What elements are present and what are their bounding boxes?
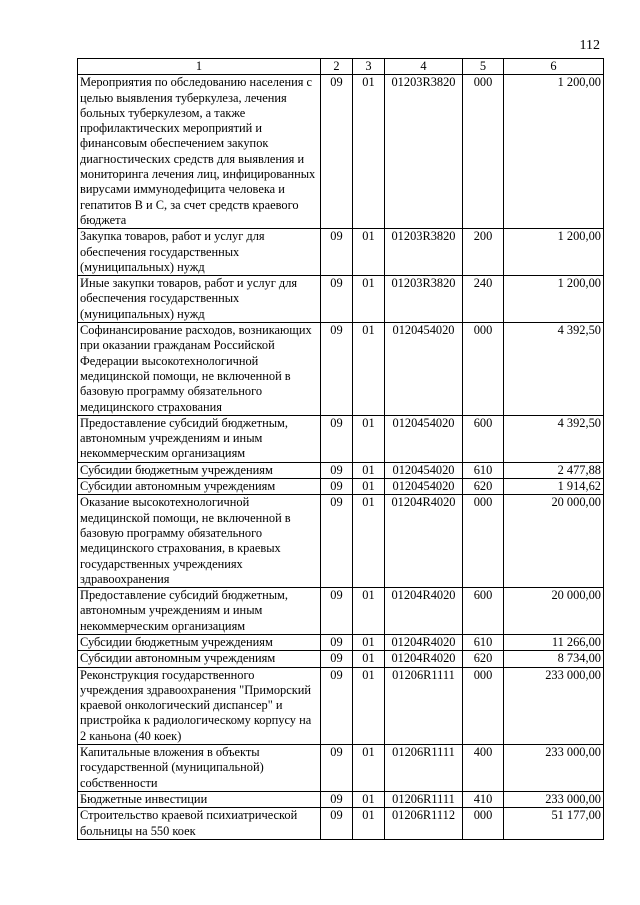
cell-section: 09 — [321, 745, 353, 792]
cell-expense-type: 000 — [463, 808, 504, 840]
table-row — [78, 667, 604, 744]
cell-name: Строительство краевой психиатрической больницы на 550 коек — [78, 808, 321, 840]
cell-target-article: 01206R1111 — [385, 745, 463, 792]
cell-amount: 1 200,00 — [504, 75, 604, 229]
cell-expense-type: 600 — [463, 415, 504, 462]
cell-amount: 1 200,00 — [504, 276, 604, 323]
table-row — [78, 745, 604, 792]
cell-expense-type: 610 — [463, 462, 504, 478]
cell-subsection: 01 — [353, 415, 385, 462]
cell-amount: 20 000,00 — [504, 588, 604, 635]
cell-name: Мероприятия по обследованию населения с целью выявления туберкулеза, лечения больных туберкулезом, а также профилактических мероприятий и финансовым обеспечением закупок диагностических средств для выявления и мониторинга лечения лиц, инфицированных вирусами иммунодефицита человека и гепатитов В и С, за счет средств краевого бюджета — [78, 75, 321, 229]
cell-expense-type: 600 — [463, 588, 504, 635]
cell-expense-type: 200 — [463, 229, 504, 276]
table-row — [78, 229, 604, 276]
column-header-5: 5 — [463, 59, 504, 75]
cell-name: Оказание высокотехнологичной медицинской помощи, не включенной в базовую программу обязательного медицинского страхования, в краевых государственных учреждениях здравоохранения — [78, 495, 321, 588]
cell-target-article: 01204R4020 — [385, 495, 463, 588]
column-header-3: 3 — [353, 59, 385, 75]
cell-expense-type: 000 — [463, 323, 504, 416]
cell-name: Капитальные вложения в объекты государственной (муниципальной) собственности — [78, 745, 321, 792]
cell-section: 09 — [321, 75, 353, 229]
cell-amount: 1 914,62 — [504, 479, 604, 495]
table-row — [78, 651, 604, 667]
cell-name: Предоставление субсидий бюджетным, автономным учреждениям и иным некоммерческим организациям — [78, 415, 321, 462]
cell-amount: 2 477,88 — [504, 462, 604, 478]
cell-target-article: 01203R3820 — [385, 75, 463, 229]
column-header-1: 1 — [78, 59, 321, 75]
cell-name: Закупка товаров, работ и услуг для обеспечения государственных (муниципальных) нужд — [78, 229, 321, 276]
column-header-4: 4 — [385, 59, 463, 75]
cell-expense-type: 610 — [463, 634, 504, 650]
cell-expense-type: 000 — [463, 495, 504, 588]
cell-section: 09 — [321, 791, 353, 807]
column-header-2: 2 — [321, 59, 353, 75]
cell-subsection: 01 — [353, 651, 385, 667]
cell-name: Субсидии автономным учреждениям — [78, 651, 321, 667]
cell-target-article: 0120454020 — [385, 479, 463, 495]
cell-name: Иные закупки товаров, работ и услуг для обеспечения государственных (муниципальных) нужд — [78, 276, 321, 323]
cell-section: 09 — [321, 479, 353, 495]
table-row — [78, 75, 604, 229]
cell-subsection: 01 — [353, 495, 385, 588]
cell-name: Субсидии бюджетным учреждениям — [78, 462, 321, 478]
cell-section: 09 — [321, 588, 353, 635]
table-row — [78, 276, 604, 323]
cell-amount: 233 000,00 — [504, 667, 604, 744]
cell-amount: 233 000,00 — [504, 745, 604, 792]
cell-expense-type: 400 — [463, 745, 504, 792]
cell-subsection: 01 — [353, 808, 385, 840]
cell-name: Субсидии автономным учреждениям — [78, 479, 321, 495]
cell-subsection: 01 — [353, 323, 385, 416]
cell-amount: 1 200,00 — [504, 229, 604, 276]
cell-section: 09 — [321, 651, 353, 667]
cell-subsection: 01 — [353, 75, 385, 229]
cell-section: 09 — [321, 495, 353, 588]
cell-target-article: 01204R4020 — [385, 651, 463, 667]
table-row — [78, 808, 604, 840]
cell-amount: 51 177,00 — [504, 808, 604, 840]
budget-table — [77, 58, 604, 840]
cell-target-article: 01204R4020 — [385, 634, 463, 650]
cell-amount: 8 734,00 — [504, 651, 604, 667]
cell-section: 09 — [321, 276, 353, 323]
cell-target-article: 01203R3820 — [385, 276, 463, 323]
table-row — [78, 415, 604, 462]
cell-expense-type: 620 — [463, 479, 504, 495]
cell-expense-type: 620 — [463, 651, 504, 667]
table-row — [78, 323, 604, 416]
cell-amount: 233 000,00 — [504, 791, 604, 807]
cell-subsection: 01 — [353, 229, 385, 276]
cell-amount: 4 392,50 — [504, 415, 604, 462]
cell-subsection: 01 — [353, 462, 385, 478]
table-row — [78, 791, 604, 807]
cell-target-article: 01204R4020 — [385, 588, 463, 635]
table-row — [78, 495, 604, 588]
cell-amount: 20 000,00 — [504, 495, 604, 588]
cell-section: 09 — [321, 808, 353, 840]
cell-name: Субсидии бюджетным учреждениям — [78, 634, 321, 650]
cell-subsection: 01 — [353, 588, 385, 635]
cell-name: Реконструкция государственного учреждения здравоохранения "Приморский краевой онкологический диспансер" и пристройка к радиологическому корпусу на 2 каньона (40 коек) — [78, 667, 321, 744]
cell-subsection: 01 — [353, 479, 385, 495]
cell-target-article: 01206R1112 — [385, 808, 463, 840]
cell-section: 09 — [321, 323, 353, 416]
cell-target-article: 0120454020 — [385, 462, 463, 478]
cell-subsection: 01 — [353, 634, 385, 650]
table-body — [78, 75, 604, 840]
cell-expense-type: 240 — [463, 276, 504, 323]
cell-amount: 11 266,00 — [504, 634, 604, 650]
column-header-6: 6 — [504, 59, 604, 75]
cell-expense-type: 000 — [463, 667, 504, 744]
cell-subsection: 01 — [353, 745, 385, 792]
table-header-row — [78, 59, 604, 75]
table-row — [78, 462, 604, 478]
cell-section: 09 — [321, 634, 353, 650]
cell-subsection: 01 — [353, 791, 385, 807]
cell-amount: 4 392,50 — [504, 323, 604, 416]
cell-expense-type: 410 — [463, 791, 504, 807]
page-number: 112 — [579, 38, 600, 53]
cell-section: 09 — [321, 667, 353, 744]
cell-target-article: 01206R1111 — [385, 667, 463, 744]
cell-target-article: 01203R3820 — [385, 229, 463, 276]
cell-subsection: 01 — [353, 667, 385, 744]
cell-name: Предоставление субсидий бюджетным, автономным учреждениям и иным некоммерческим организациям — [78, 588, 321, 635]
cell-subsection: 01 — [353, 276, 385, 323]
table-row — [78, 479, 604, 495]
cell-target-article: 01206R1111 — [385, 791, 463, 807]
cell-name: Софинансирование расходов, возникающих при оказании гражданам Российской Федерации высокотехнологичной медицинской помощи, не включенной в базовую программу обязательного медицинского страхования — [78, 323, 321, 416]
cell-section: 09 — [321, 415, 353, 462]
cell-target-article: 0120454020 — [385, 323, 463, 416]
table-row — [78, 634, 604, 650]
table-row — [78, 588, 604, 635]
cell-target-article: 0120454020 — [385, 415, 463, 462]
cell-section: 09 — [321, 462, 353, 478]
cell-section: 09 — [321, 229, 353, 276]
cell-expense-type: 000 — [463, 75, 504, 229]
cell-name: Бюджетные инвестиции — [78, 791, 321, 807]
